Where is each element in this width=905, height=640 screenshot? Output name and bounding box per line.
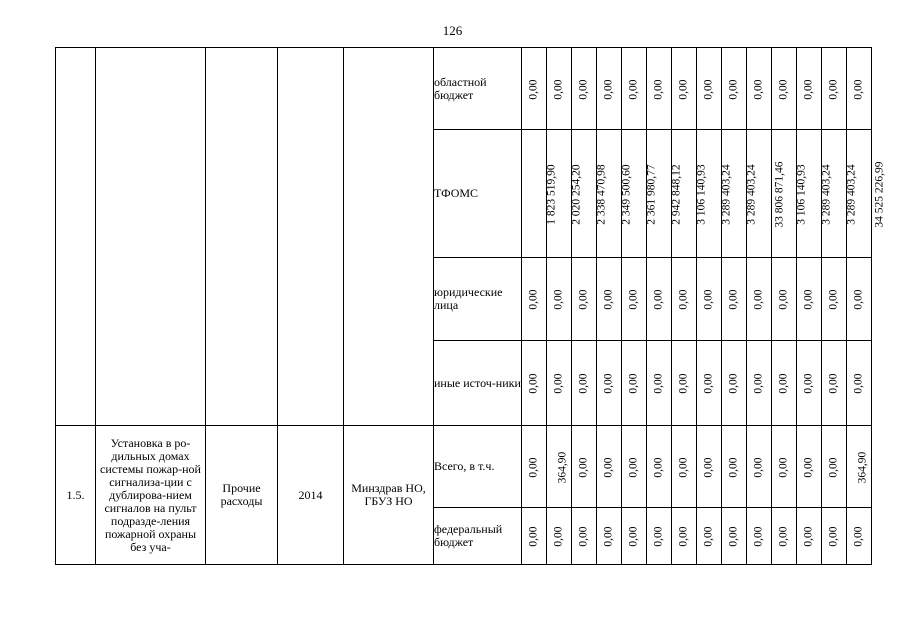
value-text: 0,00 [602, 373, 615, 394]
value-cell [647, 258, 672, 341]
value-cell [747, 341, 772, 426]
funding-source: областной бюджет [434, 48, 522, 130]
value-text: 0,00 [602, 526, 615, 547]
page-number: 126 [442, 23, 463, 38]
value-cell [697, 341, 722, 426]
value-text: 0,00 [527, 526, 540, 547]
funding-source: федеральный бюджет [434, 508, 522, 565]
value-text: 0,00 [802, 289, 815, 310]
value-cell [722, 426, 747, 508]
value-cell [647, 341, 672, 426]
value-cell [597, 341, 622, 426]
value-cell [522, 130, 558, 258]
value-text: 0,00 [727, 456, 740, 478]
value-text: 2 020 254,20 [570, 163, 583, 225]
value-text: 0,00 [752, 289, 765, 310]
value-text: 0,00 [677, 373, 690, 394]
value-cell [672, 258, 697, 341]
value-text: 0,00 [802, 373, 815, 394]
value-text: 0,00 [702, 373, 715, 394]
value-cell [597, 258, 622, 341]
value-text: 0,00 [852, 373, 865, 394]
value-cell [847, 258, 872, 341]
value-text: 0,00 [577, 78, 590, 100]
value-text: 0,00 [777, 289, 790, 310]
value-cell [797, 508, 822, 565]
value-cell [722, 258, 747, 341]
value-cell [647, 426, 672, 508]
value-text: 0,00 [702, 456, 715, 478]
value-text: 0,00 [527, 78, 540, 100]
value-text: 0,00 [702, 289, 715, 310]
year-cell: 2014 [278, 426, 344, 565]
table-body [56, 48, 886, 565]
expense-type-cell [206, 48, 278, 426]
value-cell [597, 48, 622, 130]
value-cell [547, 48, 572, 130]
value-text: 0,00 [602, 289, 615, 310]
value-text: 0,00 [652, 373, 665, 394]
value-cell [747, 258, 772, 341]
value-text: 0,00 [852, 289, 865, 310]
value-text: 0,00 [627, 78, 640, 100]
funding-source: Всего, в т.ч. [434, 426, 522, 508]
value-text: 0,00 [827, 78, 840, 100]
value-text: 0,00 [702, 78, 715, 100]
value-text: 2 349 500,60 [620, 163, 633, 225]
value-text: 0,00 [677, 526, 690, 547]
value-text: 0,00 [527, 289, 540, 310]
value-text: 0,00 [777, 78, 790, 100]
value-text: 364,90 [856, 451, 869, 483]
value-cell [672, 48, 697, 130]
value-cell [797, 426, 822, 508]
value-cell [547, 508, 572, 565]
value-cell [822, 258, 847, 341]
value-cell [747, 48, 772, 130]
value-text: 0,00 [852, 78, 865, 100]
value-cell [597, 426, 622, 508]
value-cell [572, 341, 597, 426]
value-cell [822, 508, 847, 565]
value-cell [647, 508, 672, 565]
value-text: 0,00 [777, 526, 790, 547]
value-cell [722, 48, 747, 130]
value-text: 0,00 [652, 289, 665, 310]
value-text: 0,00 [727, 78, 740, 100]
value-text: 0,00 [577, 526, 590, 547]
value-text: 0,00 [777, 456, 790, 478]
value-text: 3 289 403,24 [820, 163, 833, 225]
value-cell [522, 258, 547, 341]
program-table [55, 47, 886, 565]
value-text: 0,00 [627, 289, 640, 310]
value-text: 364,90 [556, 451, 569, 483]
executor-cell: Минздрав НО, ГБУЗ НО [344, 426, 434, 565]
value-cell [722, 341, 747, 426]
value-cell [747, 508, 772, 565]
value-text: 0,00 [702, 526, 715, 547]
expense-type-cell: Прочие расходы [206, 426, 278, 565]
value-cell [772, 341, 797, 426]
value-cell [622, 426, 647, 508]
value-text: 0,00 [752, 373, 765, 394]
value-cell [847, 341, 872, 426]
value-cell [572, 48, 597, 130]
value-text: 2 361 980,77 [645, 163, 658, 225]
value-text: 0,00 [802, 456, 815, 478]
value-text: 0,00 [577, 289, 590, 310]
value-text: 0,00 [602, 456, 615, 478]
item-number-cell: 1.5. [56, 426, 96, 565]
value-cell [547, 341, 572, 426]
value-cell [672, 508, 697, 565]
value-cell [697, 426, 722, 508]
value-text: 2 942 848,12 [670, 163, 683, 225]
value-text: 3 289 403,24 [845, 163, 858, 225]
value-text: 0,00 [827, 373, 840, 394]
value-cell [647, 48, 672, 130]
value-cell [672, 341, 697, 426]
value-text: 3 289 403,24 [745, 163, 758, 225]
value-text: 0,00 [727, 289, 740, 310]
value-text: 33 806 871,46 [773, 160, 786, 228]
value-cell [622, 508, 647, 565]
value-text: 0,00 [727, 526, 740, 547]
value-text: 2 338 470,98 [595, 163, 608, 225]
value-cell [522, 341, 547, 426]
value-text: 0,00 [802, 526, 815, 547]
executor-cell [344, 48, 434, 426]
value-cell [547, 258, 572, 341]
value-cell [822, 48, 847, 130]
value-text: 0,00 [677, 456, 690, 478]
table-row [56, 48, 872, 130]
value-text: 0,00 [577, 456, 590, 478]
value-text: 0,00 [602, 78, 615, 100]
value-text: 0,00 [627, 373, 640, 394]
value-text: 3 106 140,93 [695, 163, 708, 225]
value-cell [847, 508, 872, 565]
value-text: 0,00 [827, 289, 840, 310]
value-text: 0,00 [527, 456, 540, 478]
value-text: 0,00 [552, 526, 565, 547]
value-text: 1 823 519,90 [545, 163, 558, 225]
value-text: 0,00 [802, 78, 815, 100]
year-cell [278, 48, 344, 426]
value-text: 0,00 [627, 526, 640, 547]
value-cell [572, 508, 597, 565]
value-cell [697, 508, 722, 565]
value-text: 0,00 [552, 373, 565, 394]
item-name-cell [96, 48, 206, 426]
funding-source: ТФОМС [434, 130, 522, 258]
value-text: 0,00 [577, 373, 590, 394]
funding-source: иные источ-ники [434, 341, 522, 426]
value-cell [822, 426, 847, 508]
value-text: 0,00 [727, 373, 740, 394]
value-text: 0,00 [777, 373, 790, 394]
value-text: 0,00 [527, 373, 540, 394]
value-cell [672, 426, 697, 508]
value-text: 0,00 [652, 456, 665, 478]
value-text: 0,00 [752, 78, 765, 100]
value-text: 0,00 [752, 456, 765, 478]
item-number-cell [56, 48, 96, 426]
value-cell [622, 48, 647, 130]
value-cell [747, 426, 772, 508]
funding-source: юридические лица [434, 258, 522, 341]
value-text: 3 106 140,93 [795, 163, 808, 225]
value-cell [772, 426, 797, 508]
value-text: 34 525 226,99 [873, 160, 886, 228]
value-text: 0,00 [827, 456, 840, 478]
value-text: 0,00 [652, 78, 665, 100]
value-cell [847, 48, 872, 130]
value-cell [797, 48, 822, 130]
value-text: 0,00 [677, 78, 690, 100]
value-cell [522, 48, 547, 130]
value-cell [522, 426, 547, 508]
value-cell [572, 258, 597, 341]
value-text: 0,00 [652, 526, 665, 547]
table-row [56, 426, 872, 508]
value-cell [772, 258, 797, 341]
item-name-cell: Установка в ро-дильных домах системы пожар-ной сигнализа-ции с дублирова-нием сигналов на пульт подразде-ления пожарной охраны без уча- [96, 426, 206, 565]
value-cell [772, 508, 797, 565]
value-cell [772, 48, 797, 130]
value-text: 0,00 [852, 526, 865, 547]
value-cell [797, 258, 822, 341]
value-cell [847, 426, 872, 508]
value-text: 0,00 [627, 456, 640, 478]
value-cell [697, 258, 722, 341]
value-text: 0,00 [552, 289, 565, 310]
value-cell [622, 341, 647, 426]
value-cell [797, 341, 822, 426]
value-cell [622, 258, 647, 341]
value-cell [697, 48, 722, 130]
value-cell [547, 426, 572, 508]
value-text: 0,00 [677, 289, 690, 310]
value-cell [722, 508, 747, 565]
value-cell [597, 508, 622, 565]
value-text: 0,00 [752, 526, 765, 547]
value-text: 0,00 [827, 526, 840, 547]
value-cell [572, 426, 597, 508]
value-cell [822, 341, 847, 426]
value-text: 3 289 403,24 [720, 163, 733, 225]
value-text: 0,00 [552, 78, 565, 100]
value-cell [522, 508, 547, 565]
